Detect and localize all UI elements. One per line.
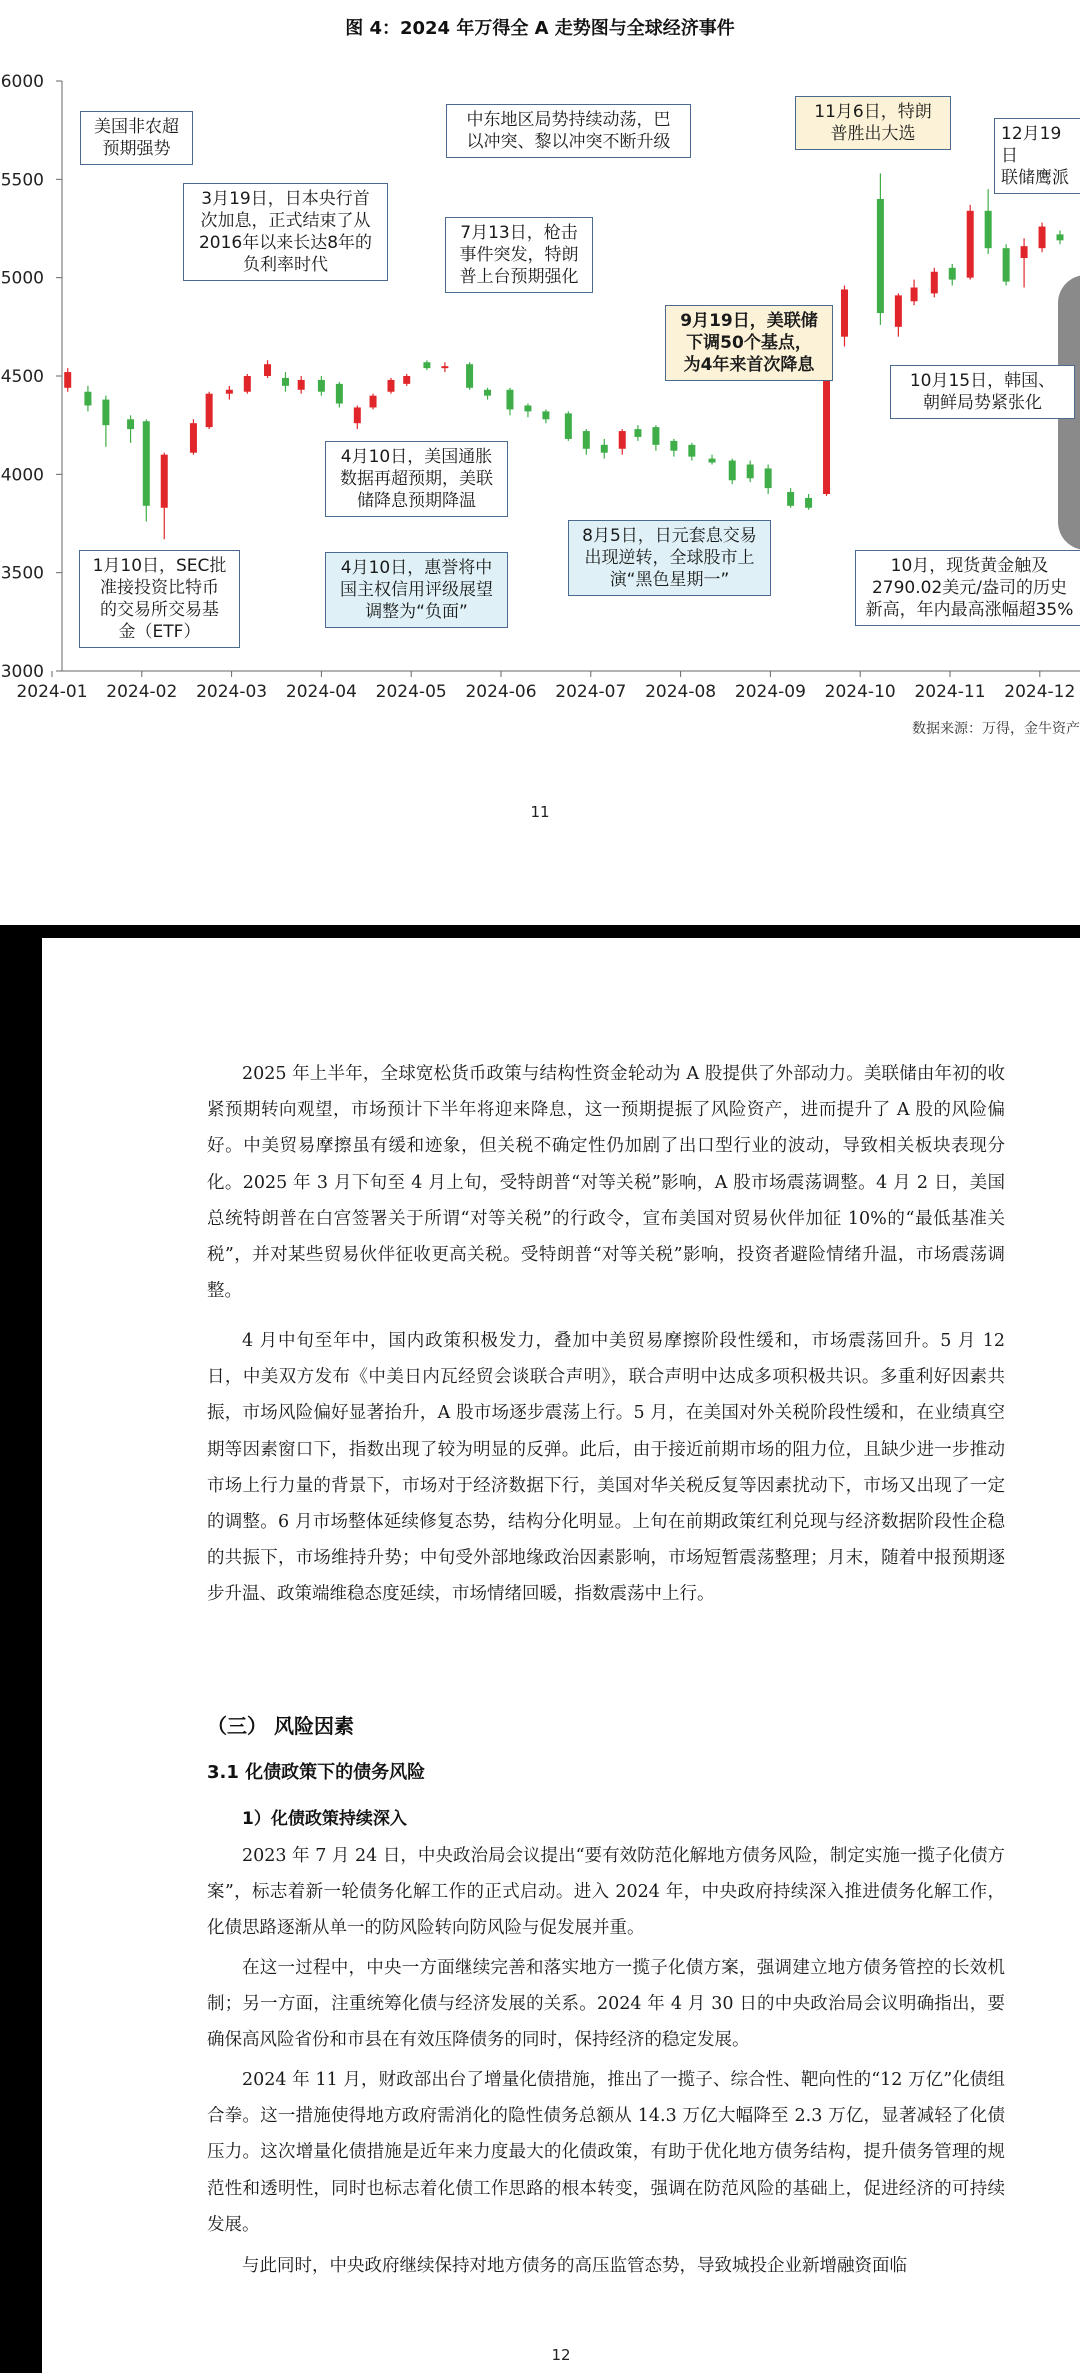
candle-up <box>967 211 974 278</box>
x-tick-label: 2024-05 <box>375 682 447 702</box>
annotation-boj-hike: 3月19日，日本央行首 次加息，正式结束了从 2016年以来长达8年的 负利率时代 <box>183 183 388 281</box>
candle-up <box>370 396 377 408</box>
candle-down <box>423 362 430 368</box>
candle-down <box>949 268 956 280</box>
candle-down <box>542 411 549 419</box>
paragraph-april-to-midyear: 4 月中旬至年中，国内政策积极发力，叠加中美贸易摩擦阶段性缓和，市场震荡回升。5 月 12 日，中美双方发布《中美日内瓦经贸会谈联合声明》，联合声明中达成多项积极共识。多重利好因素共振，市场风险偏好显著抬升，A 股市场逐步震荡上行。5 月，在美国对外关税阶段性缓和，在业绩真空期等因素窗口下，指数出现了较为明显的反弹。此后，由于接近前期市场的阻力位，且缺少进一步推动市场上行力量的背景下，市场对于经济数据下行，美国对华关税反复等因素扰动下，市场又出现了一定的调整。6 月市场整体延续修复态势，结构分化明显。上旬在前期政策红利兑现与经济数据阶段性企稳的共振下，市场维持升势；中旬受外部地缘政治因素影响，市场短暂震荡整理；月末，随着中报预期逐步升温、政策端维稳态度延续，市场情绪回暖，指数震荡中上行。 <box>207 1331 1005 1605</box>
annotation-korea-tension: 10月15日，韩国、 朝鲜局势紧张化 <box>890 365 1075 419</box>
candle-up <box>387 380 394 392</box>
page-number: 11 <box>530 803 550 821</box>
annotation-black-monday: 8月5日，日元套息交易 出现逆转，全球股市上 演“黑色星期一” <box>568 520 771 596</box>
x-tick-label: 2024-09 <box>734 682 806 702</box>
x-tick-label: 2024-01 <box>16 682 88 702</box>
annotation-us-inflation: 4月10日，美国通胀 数据再超预期，美联 储降息预期降温 <box>325 441 508 517</box>
candle-down <box>670 441 677 451</box>
paragraph-supervision: 与此同时，中央政府继续保持对地方债务的高压监管态势，导致城投企业新增融资面临 <box>242 2256 907 2276</box>
figure-title: 图 4：2024 年万得全 A 走势图与全球经济事件 <box>345 18 735 39</box>
candle-down <box>688 445 695 457</box>
candle-down <box>765 468 772 488</box>
candle-up <box>354 407 361 423</box>
subsection-heading-debt-risk: 3.1 化债政策下的债务风险 <box>207 1762 426 1783</box>
candle-down <box>805 498 812 508</box>
candle-down <box>127 419 134 429</box>
candle-up <box>403 376 410 384</box>
candle-down <box>634 429 641 437</box>
candle-down <box>466 364 473 388</box>
y-tick-label: 5000 <box>0 268 44 289</box>
x-tick-label: 2024-10 <box>824 682 896 702</box>
annotation-middle-east: 中东地区局势持续动荡，巴 以冲突、黎以冲突不断升级 <box>446 104 691 158</box>
candle-down <box>282 378 289 386</box>
candle-down <box>84 392 91 406</box>
annotation-trump-shooting: 7月13日，枪击 事件突发，特朗 普上台预期强化 <box>445 217 593 293</box>
candle-up <box>298 380 305 390</box>
candle-down <box>143 421 150 506</box>
x-tick-label: 2024-02 <box>106 682 178 702</box>
y-tick-label: 3500 <box>0 563 44 584</box>
candle-up <box>931 272 938 294</box>
paragraph-h1-2025: 2025 年上半年，全球宽松货币政策与结构性资金轮动为 A 股提供了外部动力。美联储由年初的收紧预期转向观望，市场预计下半年将迎来降息，这一预期提振了风险资产，进而提升了 A 股的风险偏好。中美贸易摩擦虽有缓和迹象，但关税不确定性仍加剧了出口型行业的波动，导致相关板块表现分化。2025 年 3 月下旬至 4 月上旬，受特朗普“对等关税”影响，A 股市场震荡调整。4 月 2 日，美国总统特朗普在白宫签署关于所谓“对等关税”的行政令，宣布美国对贸易伙伴加征 10%的“最低基准关税”，并对某些贸易伙伴征收更高关税。受特朗普“对等关税”影响，投资者避险情绪升温，市场震荡调整。 <box>207 1064 1005 1302</box>
candle-up <box>161 455 168 508</box>
y-tick-label: 6000 <box>0 72 44 92</box>
candle-up <box>841 289 848 336</box>
candle-down <box>787 492 794 506</box>
candle-down <box>1003 248 1010 281</box>
candle-down <box>652 427 659 445</box>
candle-up <box>823 374 830 494</box>
y-tick-label: 5500 <box>0 170 44 191</box>
candle-up <box>911 288 918 302</box>
paragraph-12-trillion: 2024 年 11 月，财政部出台了增量化债措施，推出了一揽子、综合性、靶向性的“12 万亿”化债组合拳。这一措施使得地方政府需消化的隐性债务总额从 14.3 万亿大幅降至 2.3 万亿，显著减轻了化债压力。这次增量化债措施是近年来力度最大的化债政策，有助于优化地方债务结构，提升债务管理的规范性和透明性，同时也标志着化债工作思路的根本转变，强调在防范风险的基础上，促进经济的可持续发展。 <box>207 2070 1005 2235</box>
x-tick-label: 2024-11 <box>914 682 986 702</box>
x-tick-label: 2024-06 <box>465 682 537 702</box>
candle-down <box>601 445 608 453</box>
candle-down <box>709 459 716 463</box>
candle-down <box>729 461 736 481</box>
candle-down <box>1057 234 1064 240</box>
candle-up <box>264 364 271 376</box>
paragraph-politburo-2023: 2023 年 7 月 24 日，中央政治局会议提出“要有效防范化解地方债务风险，制定实施一揽子化债方案”，标志着新一轮债务化解工作的正式启动。进入 2024 年，中央政府持续深入推进债务化解工作，化债思路逐渐从单一的防风险转向防风险与促发展并重。 <box>207 1846 1005 1939</box>
candle-up <box>1021 246 1028 258</box>
annotation-trump-election: 11月6日，特朗 普胜出大选 <box>795 96 951 150</box>
x-tick-label: 2024-04 <box>285 682 357 702</box>
candle-up <box>226 390 233 394</box>
candle-down <box>102 400 109 426</box>
annotation-us-nonfarm: 美国非农超 预期强势 <box>80 111 193 165</box>
x-tick-label: 2024-07 <box>555 682 627 702</box>
page-11 <box>0 0 1080 925</box>
annotation-fed-cut: 9月19日，美联储 下调50个基点， 为4年来首次降息 <box>665 305 833 381</box>
annotation-fed-hawkish: 12月19日 联储鹰派 <box>994 118 1080 194</box>
page-separator <box>0 925 1080 938</box>
candle-up <box>1039 227 1046 249</box>
candle-down <box>484 390 491 396</box>
candle-up <box>441 366 448 368</box>
subsubsection-heading-debt-policy: 1）化债政策持续深入 <box>242 1809 407 1829</box>
annotation-fitch-outlook: 4月10日，惠誉将中 国主权信用评级展望 调整为“负面” <box>325 552 508 628</box>
candle-up <box>895 295 902 326</box>
x-tick-label: 2024-08 <box>645 682 717 702</box>
candle-up <box>64 372 71 388</box>
paragraph-long-term-mechanism: 在这一过程中，中央一方面继续完善和落实地方一揽子化债方案，强调建立地方债务管控的长效机制；另一方面，注重统筹化债与经济发展的关系。2024 年 4 月 30 日的中央政治局会议明确指出，要确保高风险省份和市县在有效压降债务的同时，保持经济的稳定发展。 <box>207 1958 1005 2051</box>
x-tick-label: 2024-03 <box>196 682 268 702</box>
candle-down <box>336 384 343 404</box>
y-tick-label: 3000 <box>0 662 44 682</box>
y-tick-label: 4000 <box>0 465 44 486</box>
candle-down <box>985 211 992 248</box>
viewer-left-margin <box>0 938 42 2373</box>
candle-up <box>206 394 213 427</box>
candle-down <box>318 380 325 392</box>
data-source: 数据来源：万得，金牛资产 <box>912 721 1080 737</box>
annotation-gold-high: 10月，现货黄金触及 2790.02美元/盎司的历史 新高，年内最高涨幅超35% <box>855 550 1080 626</box>
candle-down <box>524 406 531 412</box>
candle-down <box>506 390 513 410</box>
y-tick-label: 4500 <box>0 367 44 387</box>
annotation-sec-etf: 1月10日，SEC批 准接投资比特币 的交易所交易基 金（ETF） <box>79 550 240 648</box>
candle-up <box>244 376 251 392</box>
candle-up <box>190 423 197 453</box>
x-tick-label: 2024-12 <box>1004 682 1076 702</box>
page-12 <box>42 938 1080 2373</box>
candle-down <box>747 465 754 479</box>
candle-down <box>565 413 572 439</box>
candle-down <box>583 431 590 449</box>
candle-down <box>877 199 884 313</box>
page-number: 12 <box>551 2346 571 2364</box>
section-heading-risk-factors: （三） 风险因素 <box>207 1714 354 1738</box>
candle-up <box>619 431 626 449</box>
